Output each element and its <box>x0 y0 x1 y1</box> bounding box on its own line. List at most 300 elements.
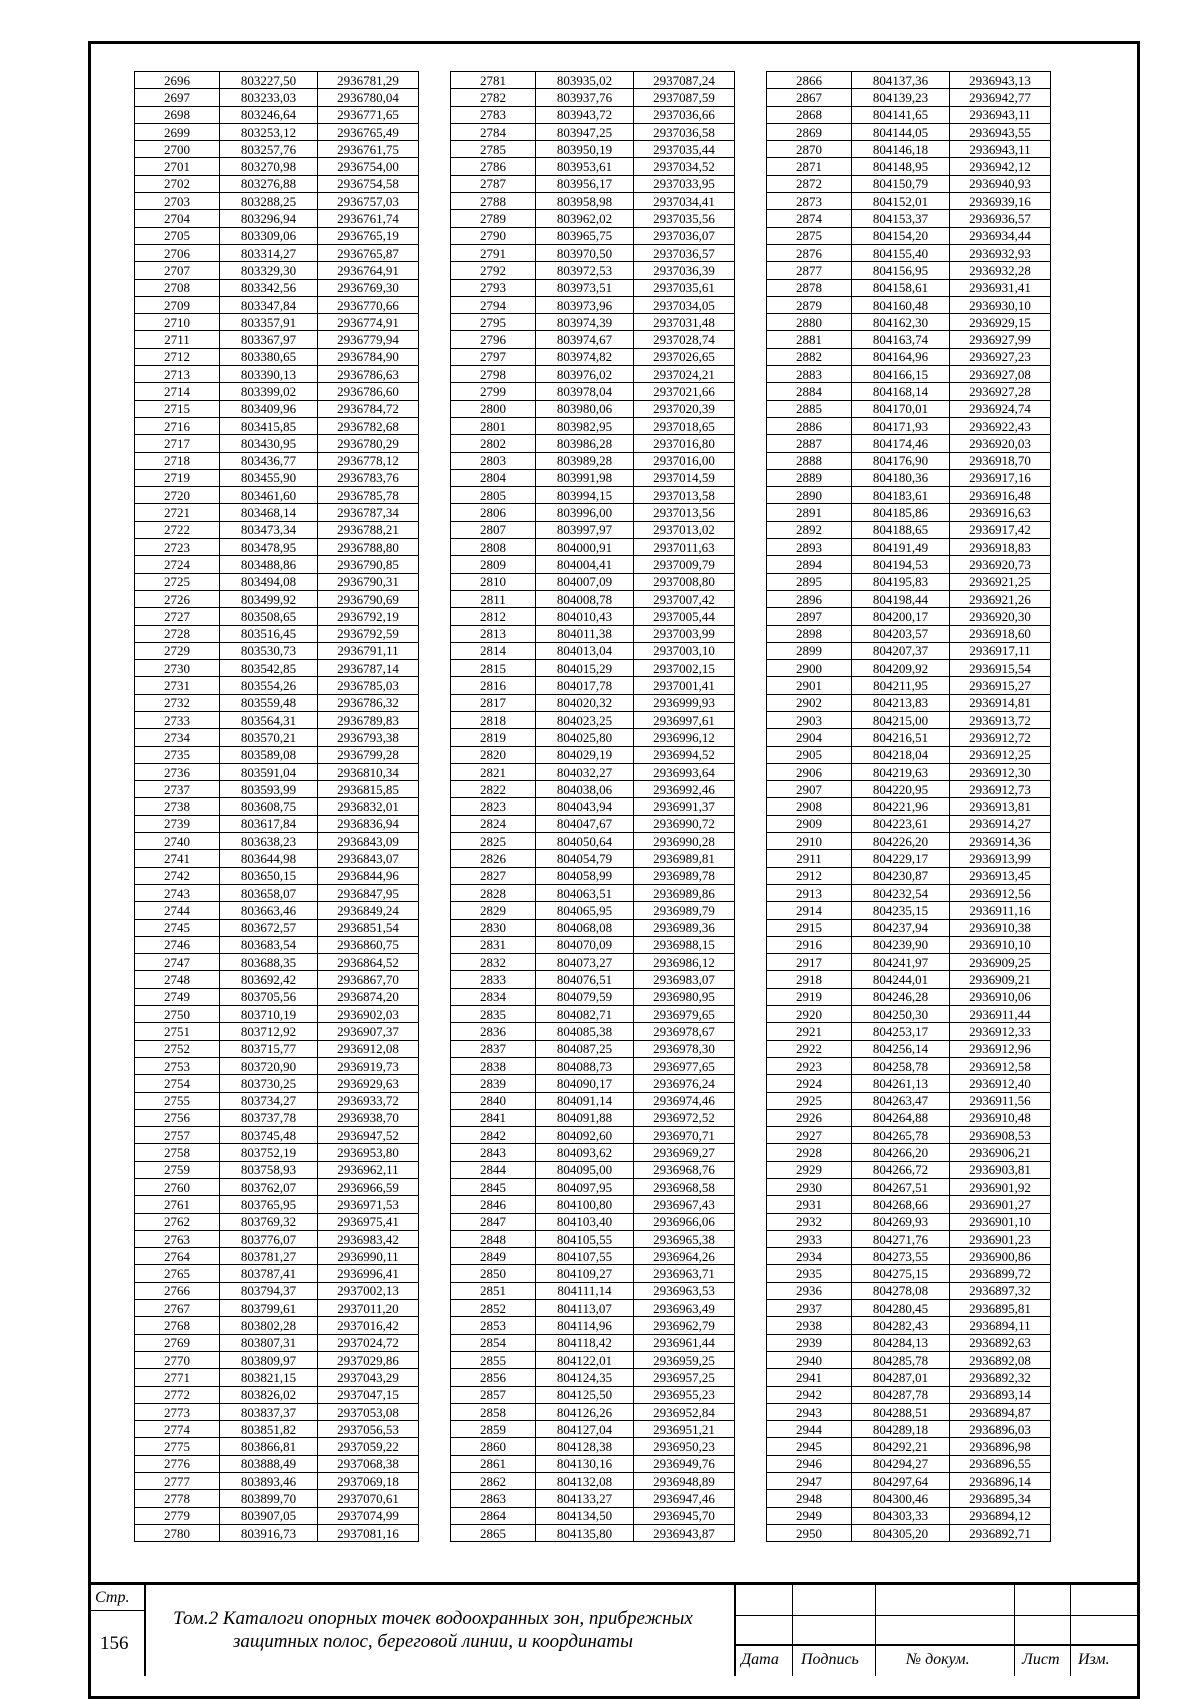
x-coordinate-cell: 804105,55 <box>536 1230 634 1247</box>
table-row <box>767 1092 1051 1109</box>
table-row <box>767 833 1051 850</box>
table-row <box>135 625 419 642</box>
table-row <box>135 1403 419 1420</box>
x-coordinate-cell: 803734,27 <box>220 1092 318 1109</box>
x-coordinate-cell: 803342,56 <box>220 279 318 296</box>
stamp-header-revision: Изм. <box>1078 1651 1110 1668</box>
x-coordinate-cell: 804109,27 <box>536 1265 634 1282</box>
x-coordinate-cell: 803542,85 <box>220 660 318 677</box>
y-coordinate-cell: 2936990,11 <box>318 1248 419 1265</box>
point-number-cell: 2729 <box>135 642 220 659</box>
table-row <box>451 867 735 884</box>
point-number-cell: 2800 <box>451 400 536 417</box>
y-coordinate-cell: 2936921,26 <box>950 590 1051 607</box>
point-number-cell: 2750 <box>135 1006 220 1023</box>
y-coordinate-cell: 2936943,55 <box>950 123 1051 140</box>
x-coordinate-cell: 803737,78 <box>220 1109 318 1126</box>
y-coordinate-cell: 2936916,48 <box>950 487 1051 504</box>
x-coordinate-cell: 804289,18 <box>852 1421 950 1438</box>
point-number-cell: 2780 <box>135 1524 220 1541</box>
y-coordinate-cell: 2936786,60 <box>318 383 419 400</box>
table-row <box>767 556 1051 573</box>
table-row <box>135 833 419 850</box>
x-coordinate-cell: 803593,99 <box>220 781 318 798</box>
y-coordinate-cell: 2936912,96 <box>950 1040 1051 1057</box>
point-number-cell: 2833 <box>451 971 536 988</box>
table-row <box>451 884 735 901</box>
point-number-cell: 2723 <box>135 539 220 556</box>
table-row <box>767 331 1051 348</box>
table-row <box>451 1300 735 1317</box>
y-coordinate-cell: 2936785,78 <box>318 487 419 504</box>
table-row <box>451 1386 735 1403</box>
x-coordinate-cell: 804232,54 <box>852 884 950 901</box>
y-coordinate-cell: 2936969,27 <box>634 1144 735 1161</box>
point-number-cell: 2828 <box>451 884 536 901</box>
point-number-cell: 2944 <box>767 1421 852 1438</box>
table-row <box>767 1282 1051 1299</box>
y-coordinate-cell: 2936790,69 <box>318 590 419 607</box>
table-row <box>135 815 419 832</box>
y-coordinate-cell: 2936913,45 <box>950 867 1051 884</box>
point-number-cell: 2859 <box>451 1421 536 1438</box>
table-row <box>767 383 1051 400</box>
x-coordinate-cell: 804185,86 <box>852 504 950 521</box>
point-number-cell: 2778 <box>135 1490 220 1507</box>
y-coordinate-cell: 2936989,81 <box>634 850 735 867</box>
point-number-cell: 2728 <box>135 625 220 642</box>
x-coordinate-cell: 804174,46 <box>852 435 950 452</box>
x-coordinate-cell: 803516,45 <box>220 625 318 642</box>
table-row <box>135 1369 419 1386</box>
point-number-cell: 2840 <box>451 1092 536 1109</box>
table-row <box>135 262 419 279</box>
table-row <box>451 902 735 919</box>
point-number-cell: 2910 <box>767 833 852 850</box>
y-coordinate-cell: 2936909,25 <box>950 954 1051 971</box>
point-number-cell: 2936 <box>767 1282 852 1299</box>
table-row <box>135 400 419 417</box>
x-coordinate-cell: 803494,08 <box>220 573 318 590</box>
title-block-divider <box>792 1585 793 1676</box>
y-coordinate-cell: 2936951,21 <box>634 1421 735 1438</box>
point-number-cell: 2929 <box>767 1161 852 1178</box>
y-coordinate-cell: 2936836,94 <box>318 815 419 832</box>
y-coordinate-cell: 2936799,28 <box>318 746 419 763</box>
x-coordinate-cell: 803638,23 <box>220 833 318 850</box>
table-row <box>767 660 1051 677</box>
table-row <box>767 729 1051 746</box>
y-coordinate-cell: 2936790,31 <box>318 573 419 590</box>
y-coordinate-cell: 2936901,27 <box>950 1196 1051 1213</box>
table-row <box>767 1369 1051 1386</box>
point-number-cell: 2858 <box>451 1403 536 1420</box>
x-coordinate-cell: 804269,93 <box>852 1213 950 1230</box>
x-coordinate-cell: 804093,62 <box>536 1144 634 1161</box>
point-number-cell: 2908 <box>767 798 852 815</box>
x-coordinate-cell: 804137,36 <box>852 72 950 89</box>
table-row <box>767 1144 1051 1161</box>
x-coordinate-cell: 804141,65 <box>852 106 950 123</box>
table-row <box>451 417 735 434</box>
table-row <box>767 106 1051 123</box>
point-number-cell: 2816 <box>451 677 536 694</box>
x-coordinate-cell: 803672,57 <box>220 919 318 936</box>
y-coordinate-cell: 2936992,46 <box>634 781 735 798</box>
y-coordinate-cell: 2936979,65 <box>634 1006 735 1023</box>
x-coordinate-cell: 803415,85 <box>220 417 318 434</box>
point-number-cell: 2808 <box>451 539 536 556</box>
point-number-cell: 2846 <box>451 1196 536 1213</box>
table-row <box>451 1369 735 1386</box>
x-coordinate-cell: 804004,41 <box>536 556 634 573</box>
point-number-cell: 2805 <box>451 487 536 504</box>
y-coordinate-cell: 2937031,48 <box>634 314 735 331</box>
point-number-cell: 2855 <box>451 1351 536 1368</box>
point-number-cell: 2950 <box>767 1524 852 1541</box>
y-coordinate-cell: 2936936,57 <box>950 210 1051 227</box>
y-coordinate-cell: 2936918,70 <box>950 452 1051 469</box>
y-coordinate-cell: 2936912,73 <box>950 781 1051 798</box>
y-coordinate-cell: 2936932,28 <box>950 262 1051 279</box>
y-coordinate-cell: 2936757,03 <box>318 193 419 210</box>
y-coordinate-cell: 2936754,58 <box>318 175 419 192</box>
y-coordinate-cell: 2936894,11 <box>950 1317 1051 1334</box>
y-coordinate-cell: 2936901,92 <box>950 1179 1051 1196</box>
point-number-cell: 2928 <box>767 1144 852 1161</box>
point-number-cell: 2736 <box>135 763 220 780</box>
x-coordinate-cell: 803974,82 <box>536 348 634 365</box>
table-row <box>767 1421 1051 1438</box>
table-row <box>451 1455 735 1472</box>
point-number-cell: 2744 <box>135 902 220 919</box>
coordinate-table-1 <box>134 71 419 1542</box>
table-row <box>767 417 1051 434</box>
x-coordinate-cell: 803837,37 <box>220 1403 318 1420</box>
table-row <box>135 504 419 521</box>
table-row <box>451 487 735 504</box>
x-coordinate-cell: 804146,18 <box>852 141 950 158</box>
x-coordinate-cell: 804261,13 <box>852 1075 950 1092</box>
x-coordinate-cell: 804258,78 <box>852 1057 950 1074</box>
y-coordinate-cell: 2936786,32 <box>318 694 419 711</box>
y-coordinate-cell: 2937070,61 <box>318 1490 419 1507</box>
table-row <box>135 89 419 106</box>
y-coordinate-cell: 2937003,10 <box>634 642 735 659</box>
x-coordinate-cell: 804125,50 <box>536 1386 634 1403</box>
y-coordinate-cell: 2936901,23 <box>950 1230 1051 1247</box>
table-row <box>451 210 735 227</box>
point-number-cell: 2743 <box>135 884 220 901</box>
x-coordinate-cell: 804088,73 <box>536 1057 634 1074</box>
y-coordinate-cell: 2936897,32 <box>950 1282 1051 1299</box>
point-number-cell: 2876 <box>767 244 852 261</box>
x-coordinate-cell: 803296,94 <box>220 210 318 227</box>
table-row <box>767 608 1051 625</box>
y-coordinate-cell: 2936918,60 <box>950 625 1051 642</box>
x-coordinate-cell: 803799,61 <box>220 1300 318 1317</box>
table-row <box>767 1300 1051 1317</box>
point-number-cell: 2873 <box>767 193 852 210</box>
x-coordinate-cell: 804230,87 <box>852 867 950 884</box>
y-coordinate-cell: 2937029,86 <box>318 1351 419 1368</box>
y-coordinate-cell: 2936943,13 <box>950 72 1051 89</box>
point-number-cell: 2697 <box>135 89 220 106</box>
table-row <box>135 1507 419 1524</box>
y-coordinate-cell: 2936929,63 <box>318 1075 419 1092</box>
y-coordinate-cell: 2936789,83 <box>318 711 419 728</box>
y-coordinate-cell: 2936975,41 <box>318 1213 419 1230</box>
point-number-cell: 2770 <box>135 1351 220 1368</box>
y-coordinate-cell: 2936791,11 <box>318 642 419 659</box>
point-number-cell: 2722 <box>135 521 220 538</box>
table-row <box>135 677 419 694</box>
point-number-cell: 2758 <box>135 1144 220 1161</box>
y-coordinate-cell: 2936843,07 <box>318 850 419 867</box>
point-number-cell: 2940 <box>767 1351 852 1368</box>
point-number-cell: 2823 <box>451 798 536 815</box>
y-coordinate-cell: 2937011,63 <box>634 539 735 556</box>
y-coordinate-cell: 2936912,56 <box>950 884 1051 901</box>
x-coordinate-cell: 804171,93 <box>852 417 950 434</box>
y-coordinate-cell: 2936955,23 <box>634 1386 735 1403</box>
y-coordinate-cell: 2936972,52 <box>634 1109 735 1126</box>
y-coordinate-cell: 2936963,53 <box>634 1282 735 1299</box>
point-number-cell: 2789 <box>451 210 536 227</box>
title-block-divider <box>1070 1585 1071 1676</box>
point-number-cell: 2765 <box>135 1265 220 1282</box>
y-coordinate-cell: 2936793,38 <box>318 729 419 746</box>
y-coordinate-cell: 2936964,26 <box>634 1248 735 1265</box>
point-number-cell: 2741 <box>135 850 220 867</box>
x-coordinate-cell: 804158,61 <box>852 279 950 296</box>
table-row <box>767 504 1051 521</box>
table-row <box>767 1403 1051 1420</box>
point-number-cell: 2926 <box>767 1109 852 1126</box>
y-coordinate-cell: 2936965,38 <box>634 1230 735 1247</box>
y-coordinate-cell: 2936993,64 <box>634 763 735 780</box>
x-coordinate-cell: 804133,27 <box>536 1490 634 1507</box>
table-row <box>767 954 1051 971</box>
point-number-cell: 2698 <box>135 106 220 123</box>
point-number-cell: 2703 <box>135 193 220 210</box>
x-coordinate-cell: 804132,08 <box>536 1473 634 1490</box>
point-number-cell: 2861 <box>451 1455 536 1472</box>
table-row <box>135 902 419 919</box>
point-number-cell: 2707 <box>135 262 220 279</box>
table-row <box>767 1075 1051 1092</box>
table-row <box>451 1248 735 1265</box>
x-coordinate-cell: 803730,25 <box>220 1075 318 1092</box>
x-coordinate-cell: 803720,90 <box>220 1057 318 1074</box>
y-coordinate-cell: 2936922,43 <box>950 417 1051 434</box>
point-number-cell: 2764 <box>135 1248 220 1265</box>
table-row <box>767 798 1051 815</box>
x-coordinate-cell: 803826,02 <box>220 1386 318 1403</box>
y-coordinate-cell: 2936896,98 <box>950 1438 1051 1455</box>
point-number-cell: 2700 <box>135 141 220 158</box>
x-coordinate-cell: 804287,01 <box>852 1369 950 1386</box>
table-row <box>135 1092 419 1109</box>
x-coordinate-cell: 804091,88 <box>536 1109 634 1126</box>
table-row <box>451 919 735 936</box>
table-row <box>767 469 1051 486</box>
x-coordinate-cell: 804154,20 <box>852 227 950 244</box>
x-coordinate-cell: 804124,35 <box>536 1369 634 1386</box>
y-coordinate-cell: 2937011,20 <box>318 1300 419 1317</box>
point-number-cell: 2721 <box>135 504 220 521</box>
x-coordinate-cell: 804090,17 <box>536 1075 634 1092</box>
x-coordinate-cell: 804010,43 <box>536 608 634 625</box>
point-number-cell: 2726 <box>135 590 220 607</box>
x-coordinate-cell: 803270,98 <box>220 158 318 175</box>
table-row <box>767 1386 1051 1403</box>
x-coordinate-cell: 804155,40 <box>852 244 950 261</box>
x-coordinate-cell: 804294,27 <box>852 1455 950 1472</box>
point-number-cell: 2766 <box>135 1282 220 1299</box>
point-number-cell: 2706 <box>135 244 220 261</box>
point-number-cell: 2937 <box>767 1300 852 1317</box>
point-number-cell: 2870 <box>767 141 852 158</box>
x-coordinate-cell: 804215,00 <box>852 711 950 728</box>
y-coordinate-cell: 2936989,78 <box>634 867 735 884</box>
table-row <box>767 1265 1051 1282</box>
table-row <box>451 366 735 383</box>
point-number-cell: 2843 <box>451 1144 536 1161</box>
table-row <box>451 694 735 711</box>
y-coordinate-cell: 2936983,42 <box>318 1230 419 1247</box>
y-coordinate-cell: 2936917,42 <box>950 521 1051 538</box>
y-coordinate-cell: 2936931,41 <box>950 279 1051 296</box>
x-coordinate-cell: 803978,04 <box>536 383 634 400</box>
y-coordinate-cell: 2936943,11 <box>950 106 1051 123</box>
y-coordinate-cell: 2937035,44 <box>634 141 735 158</box>
point-number-cell: 2760 <box>135 1179 220 1196</box>
y-coordinate-cell: 2937001,41 <box>634 677 735 694</box>
table-row <box>767 573 1051 590</box>
x-coordinate-cell: 804268,66 <box>852 1196 950 1213</box>
table-row <box>135 469 419 486</box>
point-number-cell: 2781 <box>451 72 536 89</box>
x-coordinate-cell: 804122,01 <box>536 1351 634 1368</box>
point-number-cell: 2720 <box>135 487 220 504</box>
y-coordinate-cell: 2936782,68 <box>318 417 419 434</box>
x-coordinate-cell: 804095,00 <box>536 1161 634 1178</box>
point-number-cell: 2771 <box>135 1369 220 1386</box>
x-coordinate-cell: 804144,05 <box>852 123 950 140</box>
y-coordinate-cell: 2936976,24 <box>634 1075 735 1092</box>
y-coordinate-cell: 2936939,16 <box>950 193 1051 210</box>
x-coordinate-cell: 804198,44 <box>852 590 950 607</box>
table-row <box>451 1057 735 1074</box>
point-number-cell: 2797 <box>451 348 536 365</box>
table-row <box>135 1421 419 1438</box>
point-number-cell: 2844 <box>451 1161 536 1178</box>
x-coordinate-cell: 804223,61 <box>852 815 950 832</box>
point-number-cell: 2838 <box>451 1057 536 1074</box>
x-coordinate-cell: 803409,96 <box>220 400 318 417</box>
y-coordinate-cell: 2936947,46 <box>634 1490 735 1507</box>
x-coordinate-cell: 804273,55 <box>852 1248 950 1265</box>
x-coordinate-cell: 803608,75 <box>220 798 318 815</box>
point-number-cell: 2941 <box>767 1369 852 1386</box>
point-number-cell: 2790 <box>451 227 536 244</box>
point-number-cell: 2919 <box>767 988 852 1005</box>
x-coordinate-cell: 803380,65 <box>220 348 318 365</box>
y-coordinate-cell: 2936912,40 <box>950 1075 1051 1092</box>
point-number-cell: 2945 <box>767 1438 852 1455</box>
table-row <box>451 1334 735 1351</box>
table-row <box>767 1317 1051 1334</box>
x-coordinate-cell: 804065,95 <box>536 902 634 919</box>
table-row <box>767 1248 1051 1265</box>
y-coordinate-cell: 2937043,29 <box>318 1369 419 1386</box>
x-coordinate-cell: 803468,14 <box>220 504 318 521</box>
point-number-cell: 2927 <box>767 1127 852 1144</box>
table-row <box>451 798 735 815</box>
table-row <box>767 677 1051 694</box>
title-block-divider <box>735 1615 1140 1616</box>
x-coordinate-cell: 804239,90 <box>852 936 950 953</box>
table-row <box>451 1109 735 1126</box>
y-coordinate-cell: 2936892,08 <box>950 1351 1051 1368</box>
point-number-cell: 2819 <box>451 729 536 746</box>
x-coordinate-cell: 804038,06 <box>536 781 634 798</box>
point-number-cell: 2737 <box>135 781 220 798</box>
y-coordinate-cell: 2937034,41 <box>634 193 735 210</box>
table-row <box>135 1040 419 1057</box>
point-number-cell: 2733 <box>135 711 220 728</box>
table-row <box>451 158 735 175</box>
table-row <box>135 642 419 659</box>
point-number-cell: 2935 <box>767 1265 852 1282</box>
x-coordinate-cell: 804111,14 <box>536 1282 634 1299</box>
table-row <box>451 1421 735 1438</box>
table-row <box>135 1300 419 1317</box>
y-coordinate-cell: 2936912,30 <box>950 763 1051 780</box>
y-coordinate-cell: 2936765,87 <box>318 244 419 261</box>
x-coordinate-cell: 804285,78 <box>852 1351 950 1368</box>
point-number-cell: 2931 <box>767 1196 852 1213</box>
point-number-cell: 2788 <box>451 193 536 210</box>
y-coordinate-cell: 2937036,39 <box>634 262 735 279</box>
table-row <box>135 936 419 953</box>
x-coordinate-cell: 804097,95 <box>536 1179 634 1196</box>
x-coordinate-cell: 804118,42 <box>536 1334 634 1351</box>
y-coordinate-cell: 2936780,29 <box>318 435 419 452</box>
point-number-cell: 2925 <box>767 1092 852 1109</box>
table-row <box>767 850 1051 867</box>
x-coordinate-cell: 804076,51 <box>536 971 634 988</box>
x-coordinate-cell: 804032,27 <box>536 763 634 780</box>
point-number-cell: 2862 <box>451 1473 536 1490</box>
point-number-cell: 2851 <box>451 1282 536 1299</box>
y-coordinate-cell: 2936912,72 <box>950 729 1051 746</box>
point-number-cell: 2900 <box>767 660 852 677</box>
table-row <box>767 72 1051 89</box>
y-coordinate-cell: 2936947,52 <box>318 1127 419 1144</box>
x-coordinate-cell: 803508,65 <box>220 608 318 625</box>
y-coordinate-cell: 2936977,65 <box>634 1057 735 1074</box>
point-number-cell: 2829 <box>451 902 536 919</box>
table-row <box>451 781 735 798</box>
x-coordinate-cell: 804114,96 <box>536 1317 634 1334</box>
point-number-cell: 2914 <box>767 902 852 919</box>
point-number-cell: 2812 <box>451 608 536 625</box>
y-coordinate-cell: 2936945,70 <box>634 1507 735 1524</box>
table-row <box>451 469 735 486</box>
point-number-cell: 2751 <box>135 1023 220 1040</box>
